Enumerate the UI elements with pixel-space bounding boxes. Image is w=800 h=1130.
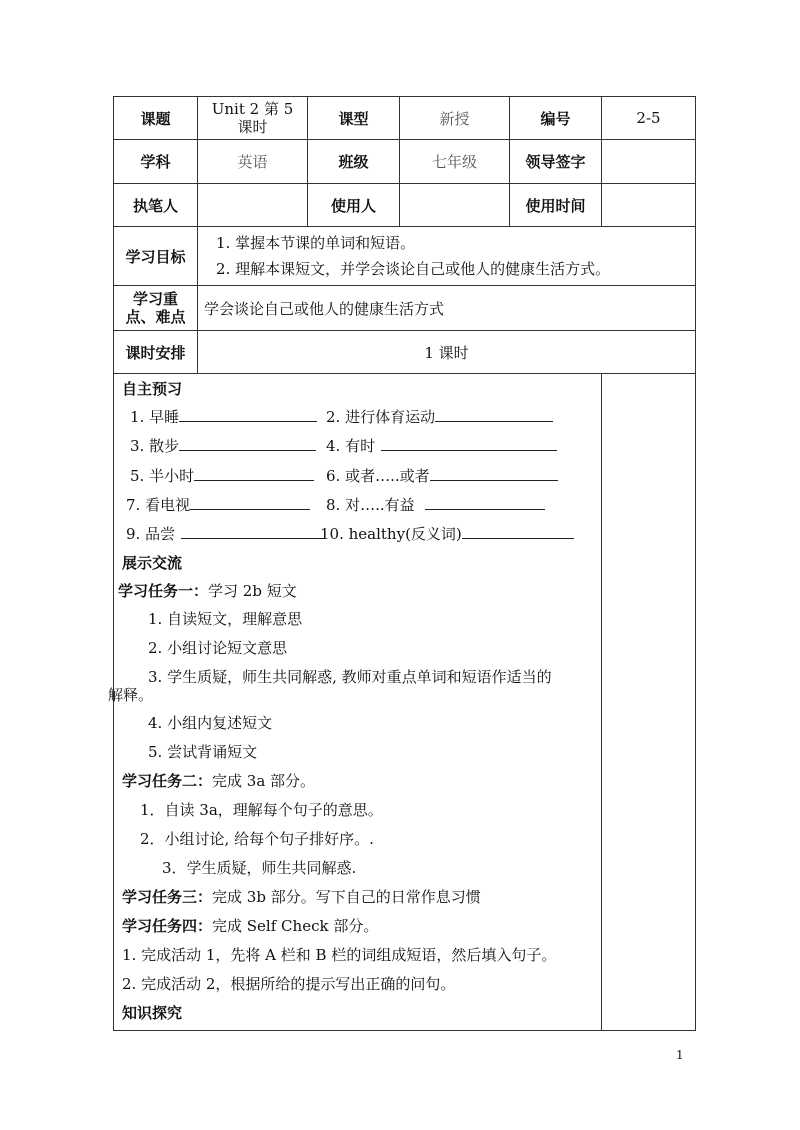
- task1-step-1: 1. 自读短文，理解意思: [148, 610, 303, 628]
- label-topic: 课题: [114, 97, 198, 140]
- label-author: 执笔人: [114, 184, 198, 227]
- preview-item-10-text: 10. healthy(反义词): [320, 525, 462, 543]
- preview-blank-3[interactable]: [179, 436, 316, 451]
- preview-item-4: [326, 435, 557, 456]
- task4-step-1: 1. 完成活动 1，先将 A 栏和 B 栏的词组成短语，然后填入句子。: [122, 946, 557, 964]
- label-use-time: 使用时间: [510, 184, 602, 227]
- header-row-3: [114, 184, 696, 227]
- goals-list: [198, 227, 696, 286]
- task2-step-1: 1．自读 3a，理解每个句子的意思。: [140, 801, 383, 819]
- preview-item-7: [126, 494, 310, 515]
- preview-item-3-text: 3. 散步: [130, 437, 180, 455]
- preview-blank-2[interactable]: [435, 407, 553, 422]
- goal-item-2: 2. 理解本课短文，并学会谈论自己或他人的健康生活方式。: [216, 260, 611, 278]
- label-type: 课型: [308, 97, 400, 140]
- preview-blank-1[interactable]: [179, 407, 317, 422]
- focus-row: [114, 286, 696, 331]
- goal-item-1: 1. 掌握本节课的单词和短语。: [216, 234, 416, 252]
- preview-item-1-text: 1. 早睡: [130, 408, 180, 426]
- task4-label: 学习任务四：: [122, 917, 213, 935]
- value-subject: 英语: [198, 140, 308, 184]
- preview-item-6: [326, 465, 558, 486]
- task1-step-3-cont: 解释。: [108, 686, 154, 704]
- label-class: 班级: [308, 140, 400, 184]
- value-type: 新授: [400, 97, 510, 140]
- task1-step-2: 2. 小组讨论短文意思: [148, 639, 288, 657]
- preview-item-1: [130, 406, 317, 427]
- task2-text: 完成 3a 部分。: [212, 772, 316, 790]
- task3-label: 学习任务三：: [122, 888, 213, 906]
- task2-line: [122, 770, 315, 791]
- preview-blank-6[interactable]: [430, 466, 558, 481]
- focus-text: 学会谈论自己或他人的健康生活方式: [198, 286, 696, 331]
- show-title: 展示交流: [122, 554, 183, 572]
- preview-item-2: [326, 406, 553, 427]
- task1-step-3: 3. 学生质疑，师生共同解惑, 教师对重点单词和短语作适当的: [148, 668, 552, 686]
- header-row-2: [114, 140, 696, 184]
- value-schedule: 1 课时: [198, 331, 696, 374]
- label-goals: 学习目标: [114, 227, 198, 286]
- header-row-1: [114, 97, 696, 140]
- preview-item-9: [126, 523, 324, 544]
- label-focus-line-2: 点、难点: [125, 308, 186, 326]
- label-schedule: 课时安排: [114, 331, 198, 374]
- label-code: 编号: [510, 97, 602, 140]
- task2-step-3: 3．学生质疑，师生共同解惑.: [162, 859, 357, 877]
- value-class: 七年级: [400, 140, 510, 184]
- preview-item-5: [130, 465, 314, 486]
- task1-text: 学习 2b 短文: [208, 582, 297, 600]
- value-author: [198, 184, 308, 227]
- task3-line: [122, 886, 481, 907]
- label-focus: [114, 286, 198, 331]
- task4-step-2: 2. 完成活动 2，根据所给的提示写出正确的问句。: [122, 975, 456, 993]
- label-leader-sign: 领导签字: [510, 140, 602, 184]
- value-user: [400, 184, 510, 227]
- task1-step-4: 4. 小组内复述短文: [148, 714, 273, 732]
- label-focus-line-1: 学习重: [132, 290, 178, 308]
- preview-item-10: [320, 523, 574, 544]
- goals-row: [114, 227, 696, 286]
- body-row: [114, 374, 696, 1031]
- preview-item-9-text: 9. 品尝: [126, 525, 176, 543]
- preview-item-8-text: 8. 对…..有益: [326, 496, 415, 514]
- task1-line: [118, 580, 297, 601]
- preview-item-6-text: 6. 或者…..或者: [326, 467, 430, 485]
- task1-step-5: 5. 尝试背诵短文: [148, 743, 258, 761]
- task3-text: 完成 3b 部分。写下自己的日常作息习惯: [212, 888, 481, 906]
- preview-item-4-text: 4. 有时: [326, 437, 376, 455]
- body-side-column: [602, 374, 696, 1031]
- body-content: [108, 374, 602, 1031]
- value-leader-sign: [602, 140, 696, 184]
- task4-text: 完成 Self Check 部分。: [212, 917, 379, 935]
- explore-title: 知识探究: [122, 1004, 183, 1022]
- preview-title: 自主预习: [122, 380, 183, 398]
- preview-blank-9[interactable]: [181, 524, 324, 539]
- label-user: 使用人: [308, 184, 400, 227]
- preview-blank-10[interactable]: [462, 524, 574, 539]
- value-topic: Unit 2 第 5 课时: [198, 97, 308, 140]
- value-code: 2-5: [602, 97, 696, 140]
- task4-line: [122, 915, 378, 936]
- preview-item-3: [130, 435, 316, 456]
- label-subject: 学科: [114, 140, 198, 184]
- task1-label: 学习任务一：: [118, 582, 209, 600]
- preview-item-5-text: 5. 半小时: [130, 467, 195, 485]
- value-use-time: [602, 184, 696, 227]
- preview-blank-4[interactable]: [381, 436, 557, 451]
- task2-label: 学习任务二：: [122, 772, 213, 790]
- preview-blank-8[interactable]: [425, 495, 545, 510]
- preview-item-8: [326, 494, 545, 515]
- preview-item-2-text: 2. 进行体育运动: [326, 408, 436, 426]
- lesson-plan-table: [108, 96, 696, 1031]
- task2-step-2: 2．小组讨论, 给每个句子排好序。.: [140, 830, 374, 848]
- page-number: 1: [676, 1048, 684, 1062]
- preview-blank-5[interactable]: [194, 466, 314, 481]
- preview-blank-7[interactable]: [190, 495, 310, 510]
- preview-item-7-text: 7. 看电视: [126, 496, 191, 514]
- schedule-row: [114, 331, 696, 374]
